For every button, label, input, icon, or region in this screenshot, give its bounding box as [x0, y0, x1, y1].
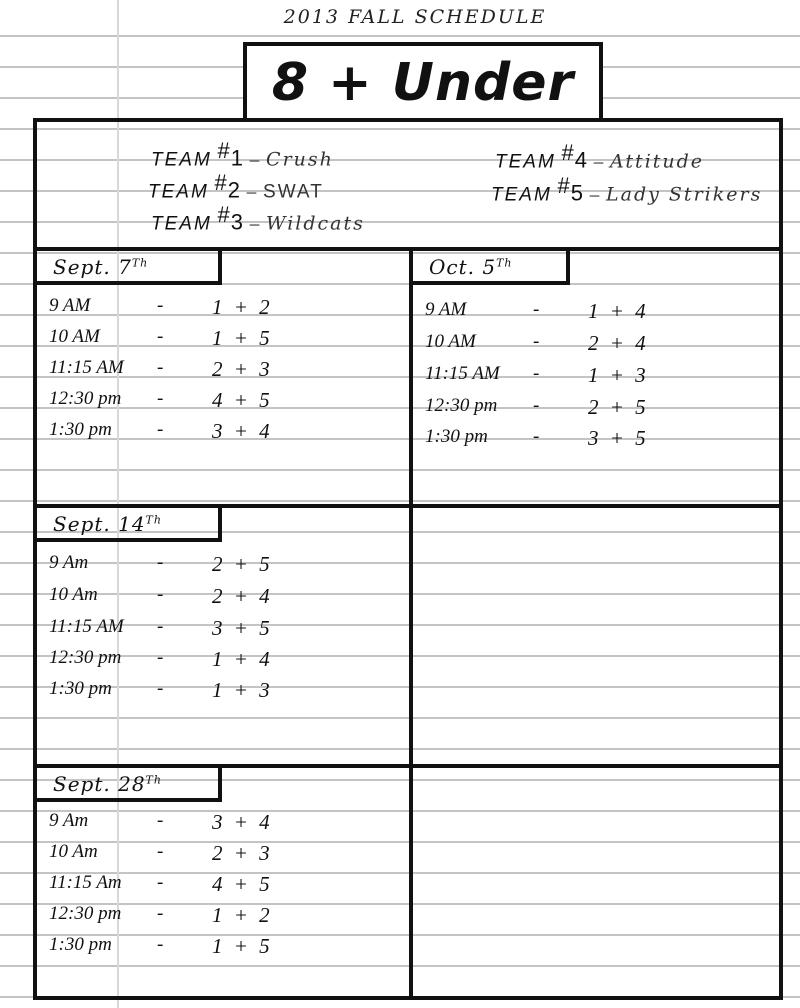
game-row: 10 AM - 1 + 5: [49, 326, 273, 350]
date-label: Sept. 28Th: [37, 768, 222, 802]
division-title: 8 + Under: [271, 53, 575, 113]
game-row: 10 Am - 2 + 4: [49, 584, 273, 608]
team-entry: TEAM #2 – SWAT: [148, 170, 324, 203]
game-row: 12:30 pm - 1 + 4: [49, 647, 273, 671]
game-row: 12:30 pm - 4 + 5: [49, 388, 273, 412]
date-label: Sept. 7Th: [37, 251, 222, 285]
game-row: 12:30 pm - 2 + 5: [425, 395, 649, 419]
game-row: 9 Am - 2 + 5: [49, 552, 273, 576]
game-row: 1:30 pm - 1 + 3: [49, 678, 273, 702]
game-row: 11:15 AM - 1 + 3: [425, 363, 649, 387]
schedule-day-oct-5: [413, 251, 779, 504]
schedule-title: 2013 FALL SCHEDULE: [283, 6, 547, 28]
game-row: 9 AM - 1 + 4: [425, 299, 649, 323]
schedule-day-sept-14: [37, 508, 409, 764]
date-label: Sept. 14Th: [37, 508, 222, 542]
team-entry: TEAM #1 – Crush: [151, 138, 334, 171]
team-entry: TEAM #5 – Lady Strikers: [491, 173, 763, 206]
game-row: 9 Am - 3 + 4: [49, 810, 273, 834]
team-entry: TEAM #3 – Wildcats: [151, 202, 365, 235]
game-row: 1:30 pm - 3 + 5: [425, 426, 649, 450]
game-row: 10 Am - 2 + 3: [49, 841, 273, 865]
game-row: 11:15 Am - 4 + 5: [49, 872, 273, 896]
schedule-day-sept-28: [37, 768, 409, 996]
game-row: 11:15 AM - 2 + 3: [49, 357, 273, 381]
team-entry: TEAM #4 – Attitude: [495, 140, 705, 173]
date-label: Oct. 5Th: [413, 251, 570, 285]
game-row: 12:30 pm - 1 + 2: [49, 903, 273, 927]
schedule-day-sept-7: [37, 251, 409, 504]
game-row: 1:30 pm - 3 + 4: [49, 419, 273, 443]
game-row: 9 AM - 1 + 2: [49, 295, 273, 319]
game-row: 1:30 pm - 1 + 5: [49, 934, 273, 958]
division-title-box: [243, 42, 603, 120]
team-roster: [33, 118, 783, 251]
game-row: 11:15 AM - 3 + 5: [49, 616, 273, 640]
game-row: 10 AM - 2 + 4: [425, 331, 649, 355]
